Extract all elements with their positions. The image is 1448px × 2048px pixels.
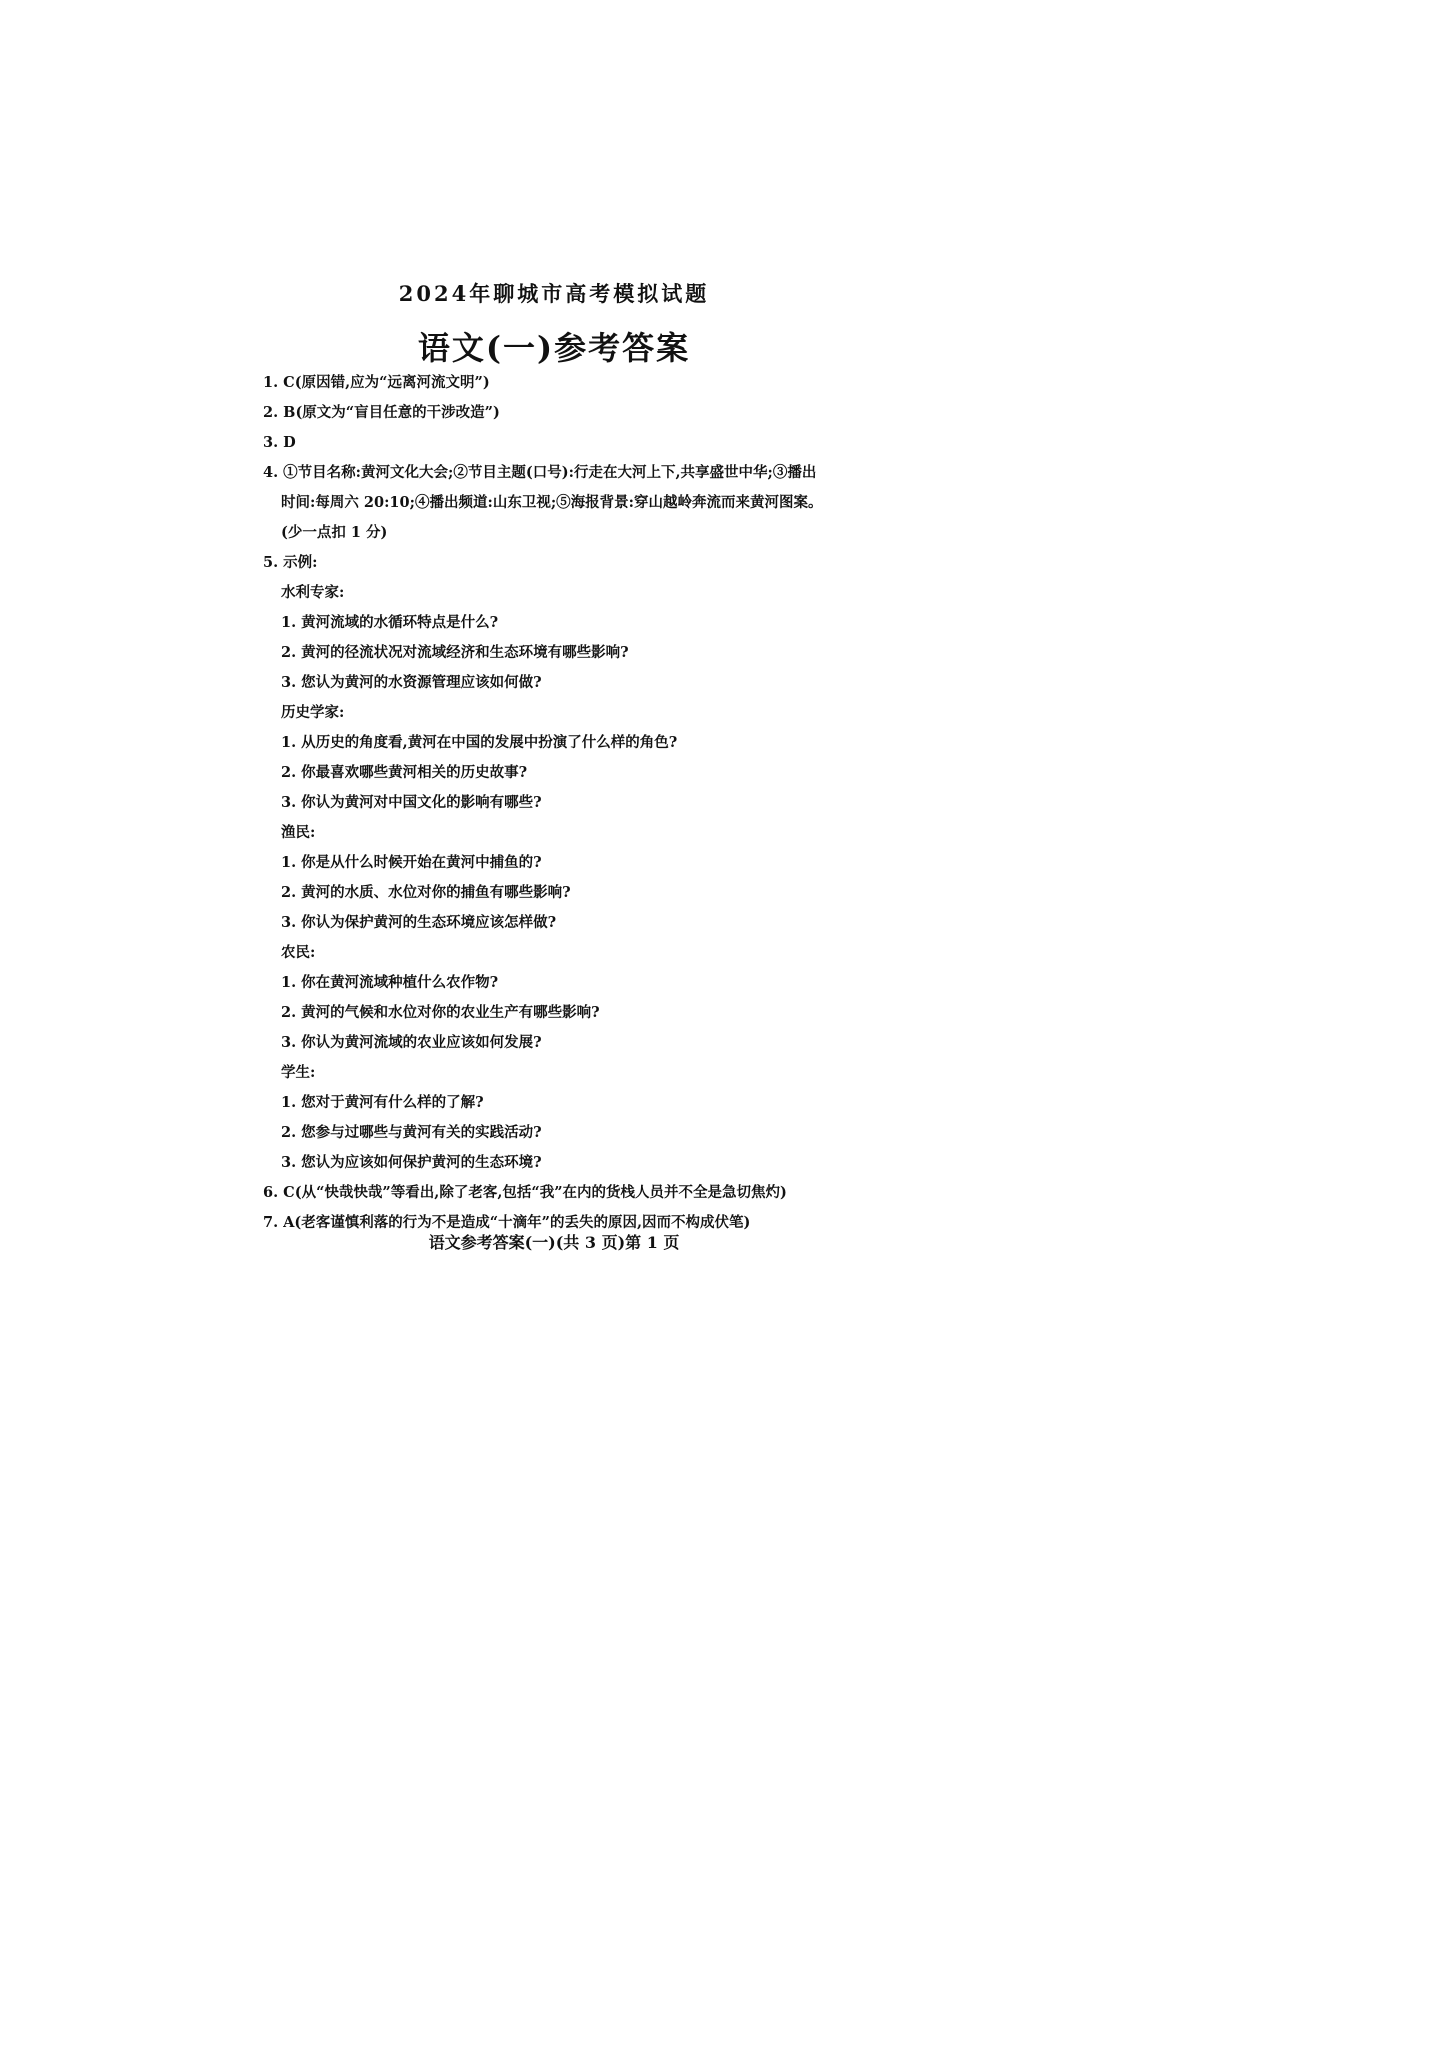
question-line: 2. 您参与过哪些与黄河有关的实践活动? [281, 1124, 542, 1141]
answer-list [263, 368, 853, 1238]
answer-item-1 [263, 368, 853, 398]
document-title: 语文(一)参考答案 [417, 329, 691, 367]
question-line: 1. 你在黄河流域种植什么农作物? [281, 974, 499, 991]
question-line: 2. 黄河的径流状况对流域经济和生态环境有哪些影响? [281, 644, 629, 661]
question-line: 2. 黄河的水质、水位对你的捕鱼有哪些影响? [281, 884, 571, 901]
answer-scoring-note: (少一点扣 1 分) [281, 524, 388, 541]
answer-text: 1. C(原因错,应为“远离河流文明”) [263, 374, 490, 391]
question-line: 3. 你认为黄河对中国文化的影响有哪些? [281, 794, 542, 811]
question-line: 3. 您认为黄河的水资源管理应该如何做? [281, 674, 542, 691]
page-footer: 语文参考答案(一)(共 3 页)第 1 页 [428, 1233, 680, 1252]
answer-text: 6. C(从“快哉快哉”等看出,除了老客,包括“我”在内的货栈人员并不全是急切焦灼) [263, 1184, 787, 1201]
answer-text: 2. B(原文为“盲目任意的干涉改造”) [263, 404, 500, 421]
answer-item-6 [263, 1178, 853, 1208]
group-heading-farmer: 农民: [281, 944, 316, 961]
answer-item-3 [263, 428, 853, 458]
group-heading-historian: 历史学家: [281, 704, 345, 721]
question-line: 2. 黄河的气候和水位对你的农业生产有哪些影响? [281, 1004, 600, 1021]
group-heading-water-expert: 水利专家: [281, 584, 345, 601]
question-line: 1. 您对于黄河有什么样的了解? [281, 1094, 484, 1111]
question-line: 3. 你认为保护黄河的生态环境应该怎样做? [281, 914, 557, 931]
answer-text: 7. A(老客谨慎利落的行为不是造成“十滴年”的丢失的原因,因而不构成伏笔) [263, 1214, 751, 1231]
answer-text: 4. ①节目名称:黄河文化大会;②节目主题(口号):行走在大河上下,共享盛世中华;③播出 [263, 464, 817, 481]
question-line: 3. 你认为黄河流域的农业应该如何发展? [281, 1034, 542, 1051]
question-line: 1. 黄河流域的水循环特点是什么? [281, 614, 499, 631]
question-line: 1. 你是从什么时候开始在黄河中捕鱼的? [281, 854, 542, 871]
answer-text-continued: 时间:每周六 20:10;④播出频道:山东卫视;⑤海报背景:穿山越岭奔流而来黄河图案。 [281, 494, 823, 511]
group-heading-fisherman: 渔民: [281, 824, 316, 841]
question-line: 2. 你最喜欢哪些黄河相关的历史故事? [281, 764, 528, 781]
question-line: 3. 您认为应该如何保护黄河的生态环境? [281, 1154, 542, 1171]
group-heading-student: 学生: [281, 1064, 316, 1081]
question-line: 1. 从历史的角度看,黄河在中国的发展中扮演了什么样的角色? [281, 734, 678, 751]
answer-text: 5. 示例: [263, 554, 318, 571]
answer-text: 3. D [263, 434, 296, 451]
exam-title: 2024年聊城市高考模拟试题 [398, 281, 710, 306]
answer-item-2 [263, 398, 853, 428]
answer-item-5 [263, 548, 853, 1178]
answer-item-4 [263, 458, 853, 548]
